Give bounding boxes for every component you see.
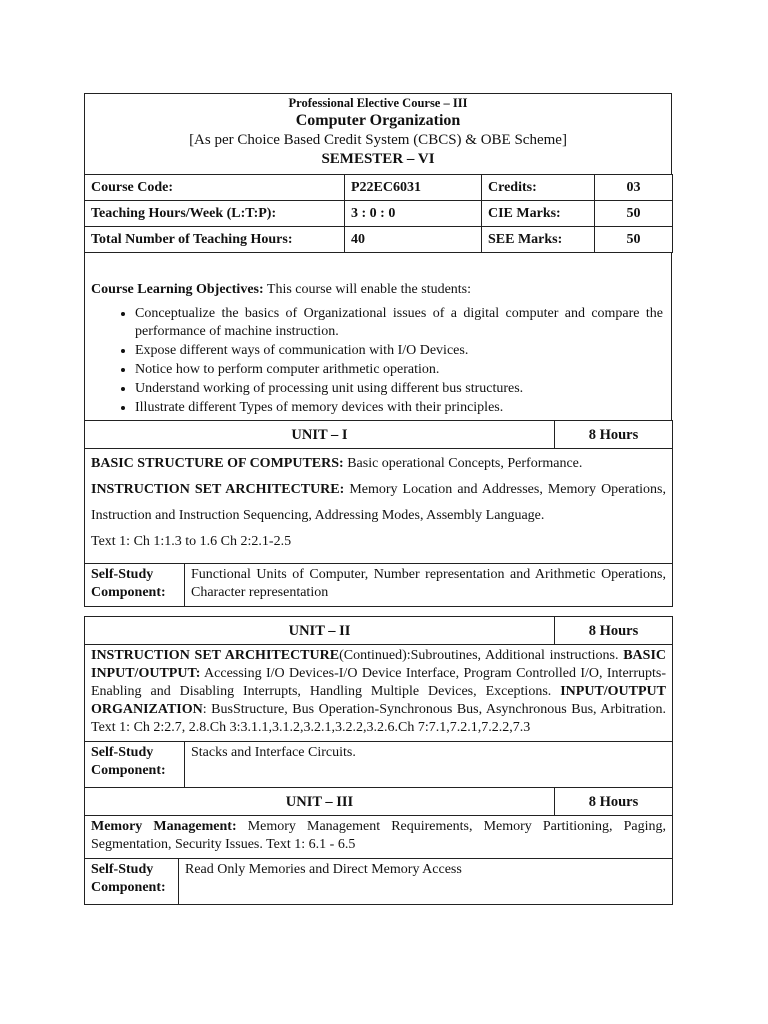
unit-2-heading-2: BASIC INPUT/OUTPUT:	[91, 648, 666, 681]
cie-marks-label: CIE Marks:	[482, 201, 595, 227]
see-marks-label: SEE Marks:	[482, 227, 595, 253]
list-item: • Notice how to perform computer arithmetic operation.	[135, 361, 663, 379]
see-marks-value: 50	[595, 227, 673, 253]
unit-1-self-study-table	[84, 563, 673, 607]
unit-3-self-study-text: Read Only Memories and Direct Memory Access	[179, 859, 673, 905]
unit-2-heading-3: INPUT/OUTPUT ORGANIZATION	[91, 684, 667, 717]
objectives-heading	[91, 281, 663, 299]
course-header-table	[84, 93, 672, 175]
list-item: • Conceptualize the basics of Organizational issues of a digital computer and compare the performance of machine instruction.	[135, 305, 663, 341]
unit-3-content	[85, 816, 673, 859]
unit-1-text-1: Basic operational Concepts, Performance.	[343, 456, 583, 471]
list-item: • Expose different ways of communication with I/O Devices.	[135, 342, 663, 360]
total-hours-value: 40	[345, 227, 482, 253]
unit-2-self-study-label: Self-Study Component:	[85, 742, 185, 788]
objectives-list	[91, 305, 663, 417]
unit-2-heading-1: INSTRUCTION SET ARCHITECTURE	[91, 648, 340, 663]
credits-label: Credits:	[482, 175, 595, 201]
course-title: Computer Organization	[295, 112, 461, 129]
unit-2-hours: 8 Hours	[555, 617, 673, 645]
unit-2-text-2: Accessing I/O Devices-I/O Device Interface, Program Controlled I/O, Interrupts-Enabling and Disabling Interrupts, Handling Multiple Devices, Exceptions.	[91, 666, 666, 699]
semester-label: SEMESTER – VI	[321, 151, 435, 167]
objectives-cell	[85, 253, 672, 421]
unit-2-title: UNIT – II	[85, 617, 555, 645]
objectives-label: Course Learning Objectives:	[91, 282, 264, 297]
cie-marks-value: 50	[595, 201, 673, 227]
list-item: • Illustrate different Types of memory devices with their principles.	[135, 399, 663, 417]
unit-3-text-1: Memory Management Requirements, Memory Partitioning, Paging, Segmentation, Security Issues. Text 1: 6.1 - 6.5	[91, 819, 666, 852]
unit-1-content	[85, 449, 673, 564]
unit-1-hours: 8 Hours	[555, 421, 673, 449]
unit-1-self-study-label: Self-Study Component:	[85, 564, 185, 607]
hours-week-label: Teaching Hours/Week (L:T:P):	[85, 201, 345, 227]
unit-3-self-study-table	[84, 858, 673, 905]
scheme-note: [As per Choice Based Credit System (CBCS) & OBE Scheme]	[189, 132, 567, 148]
course-info-table	[84, 174, 673, 253]
unit-1-heading-1: BASIC STRUCTURE OF COMPUTERS:	[91, 456, 344, 471]
unit-2-self-study-text: Stacks and Interface Circuits.	[185, 742, 673, 788]
total-hours-label: Total Number of Teaching Hours:	[85, 227, 345, 253]
list-item: • Understand working of processing unit using different bus structures.	[135, 380, 663, 398]
unit-2-table	[84, 616, 673, 742]
unit-1-self-study-text: Functional Units of Computer, Number representation and Arithmetic Operations, Character representation	[185, 564, 673, 607]
unit-1-heading-2: INSTRUCTION SET ARCHITECTURE:	[91, 482, 345, 497]
unit-3-table	[84, 787, 673, 859]
objectives-intro: This course will enable the students:	[263, 282, 472, 297]
objectives-table	[84, 252, 672, 421]
unit-3-hours: 8 Hours	[555, 788, 673, 816]
unit-2-content	[85, 645, 673, 742]
course-header	[85, 94, 672, 175]
unit-3-self-study-label: Self-Study Component:	[85, 859, 179, 905]
credits-value: 03	[595, 175, 673, 201]
unit-3-title: UNIT – III	[85, 788, 555, 816]
unit-2-self-study-table	[84, 741, 673, 788]
course-code-value: P22EC6031	[345, 175, 482, 201]
syllabus-page	[84, 93, 672, 905]
unit-2-text-1: (Continued):Subroutines, Additional instructions.	[339, 648, 619, 663]
unit-2-text-3: : BusStructure, Bus Operation-Synchronous Bus, Asynchronous Bus, Arbitration. Text 1: Ch 2:2.7, 2.8.Ch 3:3.1.1,3.1.2,3.2.1,3.2.2,3.2.6.Ch 7:7.1,7.2.1,7.2.2,7.3	[91, 702, 666, 735]
unit-1-table	[84, 420, 673, 564]
unit-1-reference: Text 1: Ch 1:1.3 to 1.6 Ch 2:2.1-2.5	[91, 534, 292, 549]
hours-week-value: 3 : 0 : 0	[345, 201, 482, 227]
course-category: Professional Elective Course – III	[288, 96, 468, 110]
course-code-label: Course Code:	[85, 175, 345, 201]
unit-3-heading-1: Memory Management:	[91, 819, 237, 834]
unit-1-text-2: Memory Location and Addresses, Memory Operations, Instruction and Instruction Sequencing, Addressing Modes, Assembly Language.	[91, 482, 667, 523]
unit-1-title: UNIT – I	[85, 421, 555, 449]
